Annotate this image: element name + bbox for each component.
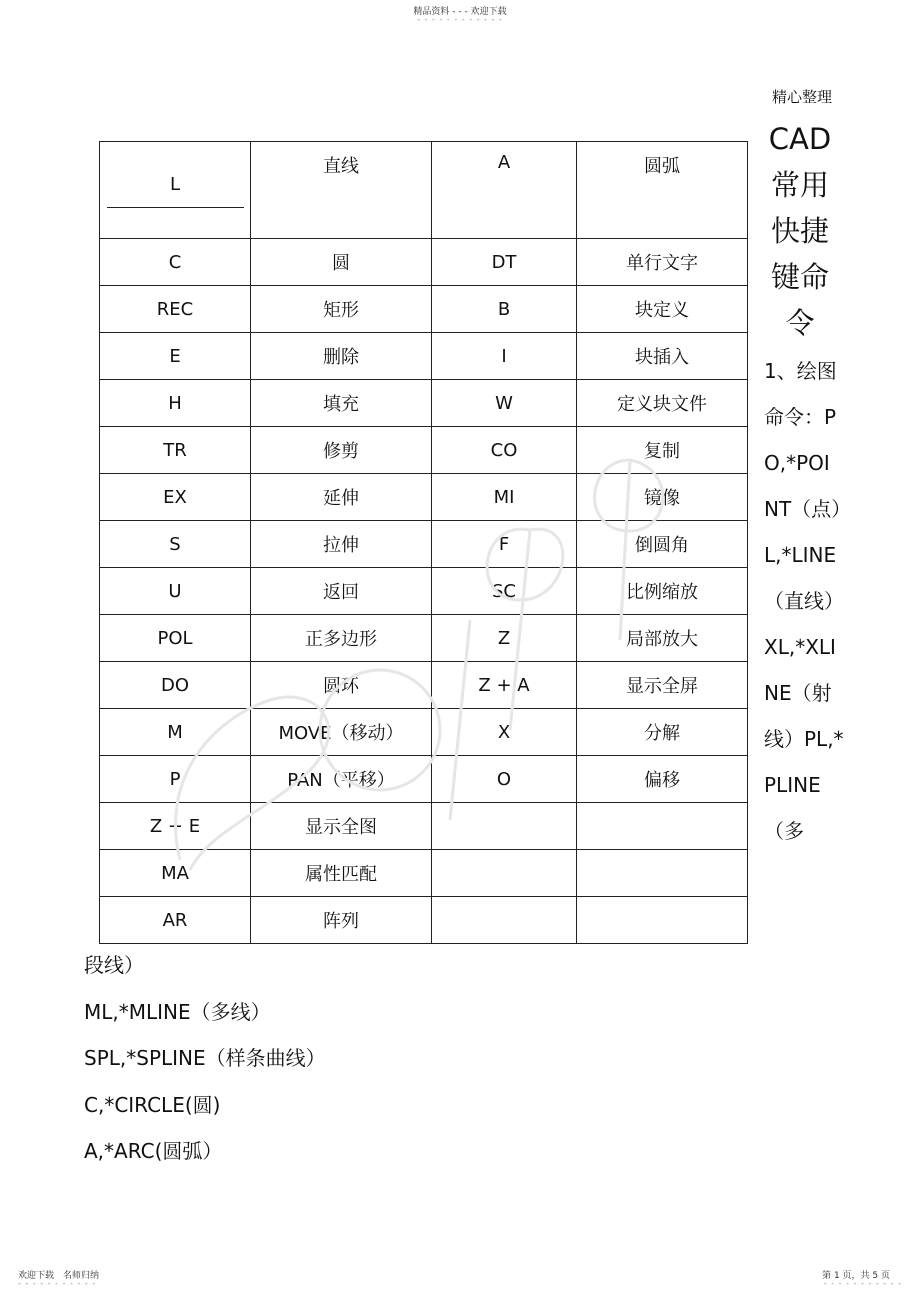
table-row [100,803,748,850]
table-row [100,662,748,709]
footer-dots-right: - - - - - - - - - - - [823,1279,902,1288]
command-name-cell: 返回 [251,568,432,615]
shortcut-key-cell: MA [100,850,251,897]
side-body-text: 1、绘图命令：PO,*POINT（点）L,*LINE（直线）XL,*XLINE（射线）PL,*PLINE（多 [764,359,844,843]
footer-dots-left: - - - - - - - - - - - [18,1279,97,1288]
table-row [100,380,748,427]
command-name-cell: 直线 [251,142,432,239]
table-row [100,521,748,568]
command-name-cell: 局部放大 [577,615,748,662]
table-row [100,239,748,286]
command-name-cell: 分解 [577,709,748,756]
shortcut-key-cell: DO [100,662,251,709]
command-name-cell: 延伸 [251,474,432,521]
command-name-cell: 单行文字 [577,239,748,286]
shortcut-key-cell: O [432,756,577,803]
shortcut-key-cell: Z [432,615,577,662]
shortcut-key-cell: REC [100,286,251,333]
command-name-cell [577,803,748,850]
command-name-cell: 偏移 [577,756,748,803]
side-heading: 精心整理 [772,88,833,106]
command-name-cell: 圆 [251,239,432,286]
command-name-cell: 圆环 [251,662,432,709]
shortcut-key-cell: AR [100,897,251,944]
command-name-cell: 拉伸 [251,521,432,568]
command-name-cell: 圆弧 [577,142,748,239]
table-row [100,568,748,615]
command-name-cell: 阵列 [251,897,432,944]
table-row [100,897,748,944]
shortcut-key-cell: SC [432,568,577,615]
body-text [84,942,326,1175]
shortcut-key-cell: W [432,380,577,427]
shortcut-key-cell: POL [100,615,251,662]
shortcut-key-cell: X [432,709,577,756]
shortcut-table-body [100,142,748,944]
body-line: A,*ARC(圆弧） [84,1139,223,1163]
table-row [100,615,748,662]
command-name-cell: 填充 [251,380,432,427]
shortcut-key-cell: H [100,380,251,427]
command-name-cell: 显示全图 [251,803,432,850]
command-name-cell: 复制 [577,427,748,474]
shortcut-key-cell: C [100,239,251,286]
command-name-cell: PAN（平移） [251,756,432,803]
shortcut-key-cell: S [100,521,251,568]
shortcut-key-cell [432,803,577,850]
command-name-cell [577,897,748,944]
document-title: CAD常用快捷键命令 [768,122,832,340]
body-line: SPL,*SPLINE（样条曲线） [84,1046,326,1070]
table-row [100,850,748,897]
shortcut-key-cell: P [100,756,251,803]
shortcut-key-cell: M [100,709,251,756]
command-name-cell: 显示全屏 [577,662,748,709]
table-row [100,142,748,239]
command-name-cell: 倒圆角 [577,521,748,568]
command-name-cell: 镜像 [577,474,748,521]
cell-underline [107,207,244,208]
table-row [100,709,748,756]
table-row [100,427,748,474]
command-name-cell: 删除 [251,333,432,380]
shortcut-key-cell: A [432,142,577,239]
shortcut-key-cell: Z + E [100,803,251,850]
command-name-cell: 定义块文件 [577,380,748,427]
footer-left: 欢迎下载 名师归纳 [18,1271,100,1281]
table-row [100,333,748,380]
shortcut-key-cell: B [432,286,577,333]
shortcut-key-cell: I [432,333,577,380]
shortcut-key-cell [100,142,251,239]
shortcut-table [99,141,748,944]
command-name-cell: 块定义 [577,286,748,333]
body-line: C,*CIRCLE(圆) [84,1092,221,1117]
shortcut-key-cell: MI [432,474,577,521]
command-name-cell: 正多边形 [251,615,432,662]
page-header-dots: - - - - - - - - - - - - [417,15,503,24]
shortcut-key-cell [432,897,577,944]
shortcut-key-cell: DT [432,239,577,286]
shortcut-key-cell: EX [100,474,251,521]
shortcut-key-cell: Z + A [432,662,577,709]
body-line: 段线） [84,953,144,977]
command-name-cell: 修剪 [251,427,432,474]
shortcut-key-cell: F [432,521,577,568]
table-row [100,756,748,803]
command-name-cell [577,850,748,897]
shortcut-key-cell: CO [432,427,577,474]
cell-text: L [169,174,181,195]
shortcut-key-cell: E [100,333,251,380]
command-name-cell: MOVE（移动） [251,709,432,756]
shortcut-key-cell: U [100,568,251,615]
shortcut-key-cell [432,850,577,897]
table-row [100,474,748,521]
page-number: 第 1 页，共 5 页 [822,1271,890,1281]
page-header-text: 精品资料 - - - 欢迎下载 [413,7,507,17]
command-name-cell: 比例缩放 [577,568,748,615]
command-name-cell: 属性匹配 [251,850,432,897]
body-line: ML,*MLINE（多线） [84,999,271,1024]
table-row [100,286,748,333]
command-name-cell: 块插入 [577,333,748,380]
command-name-cell: 矩形 [251,286,432,333]
shortcut-key-cell: TR [100,427,251,474]
